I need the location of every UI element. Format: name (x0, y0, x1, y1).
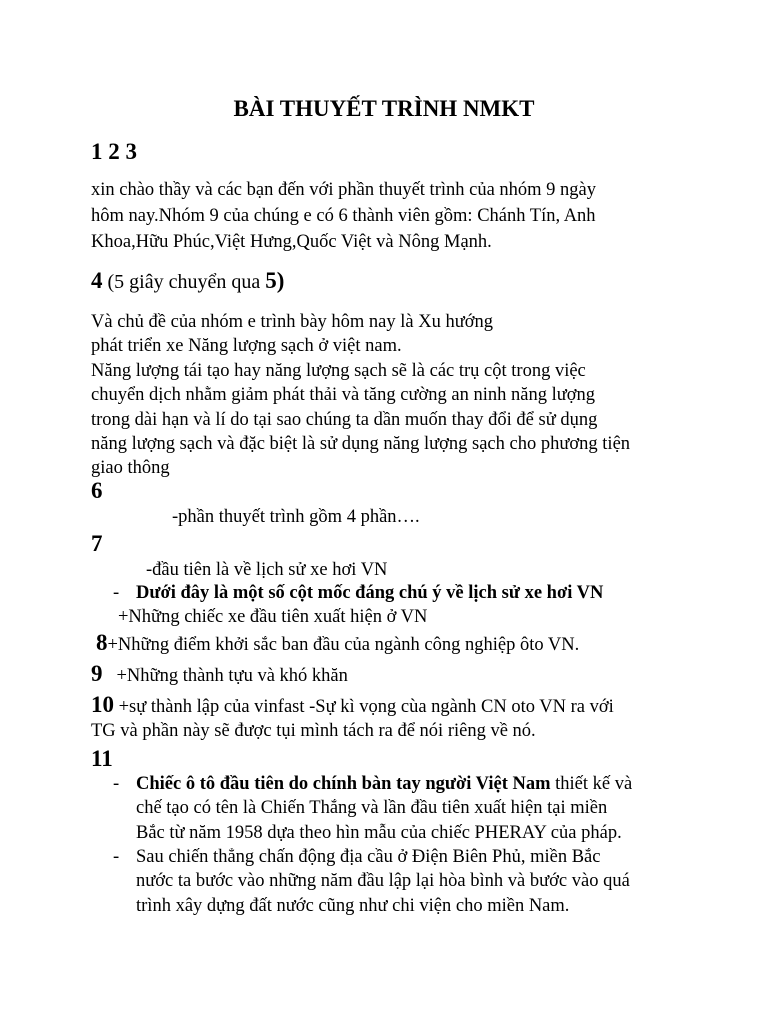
topic-line: Năng lượng tái tạo hay năng lượng sạch sẽ là các trụ cột trong việc (91, 360, 586, 381)
slide-10-line: TG và phần này sẽ được tụi mình tách ra để nói riêng về nó. (91, 721, 536, 742)
slide-5-number: 5) (265, 268, 285, 293)
bullet-dash: - (113, 583, 120, 603)
chien-thang-rest: thiết kế và (550, 774, 633, 794)
slide-10-line (91, 693, 614, 719)
topic-line: trong dài hạn và lí do tại sao chúng ta dần muốn thay đổi để sử dụng (91, 409, 598, 430)
topic-line: năng lượng sạch và đặc biệt là sử dụng năng lượng sạch cho phương tiện (91, 434, 631, 455)
slide-8-line (96, 631, 579, 657)
history-milestones-heading: Dưới đây là một số cột mốc đáng chú ý về lịch sử xe hơi VN (136, 583, 604, 603)
bullet-dash: - (113, 774, 120, 794)
bullet-line: Bắc từ năm 1958 dựa theo hìn mẫu của chiếc PHERAY của pháp. (136, 822, 622, 843)
document-title: BÀI THUYẾT TRÌNH NMKT (233, 96, 535, 121)
slide-4-number: 4 (91, 268, 103, 293)
slide-7-text: -đầu tiên là về lịch sử xe hơi VN (146, 560, 388, 580)
slide-8-text: +Những điểm khởi sắc ban đầu của ngành công nghiệp ôto VN. (107, 635, 580, 655)
slide-9-number: 9 (91, 661, 103, 686)
bullet-line: nước ta bước vào những năm đầu lập lại hòa bình và bước vào quá (136, 871, 630, 892)
intro-line: xin chào thầy và các bạn đến với phần thuyết trình của nhóm 9 ngày (91, 180, 597, 200)
slide-11-number: 11 (91, 746, 113, 771)
slide-7-number: 7 (91, 531, 103, 556)
slide-9-text: +Những thành tựu và khó khăn (116, 666, 348, 686)
dien-bien-phu-paragraph (136, 845, 630, 918)
intro-paragraph (91, 177, 596, 255)
bullet-line (136, 772, 632, 796)
topic-line: chuyển dịch nhằm giảm phát thải và tăng cường an ninh năng lượng (91, 385, 596, 406)
slide-9-line (91, 662, 348, 688)
slide-10-number: 10 (91, 692, 114, 717)
slide-10-paragraph (91, 693, 614, 744)
topic-line: Và chủ đề của nhóm e trình bày hôm nay là Xu hướng (91, 312, 494, 332)
topic-line: giao thông (91, 458, 170, 479)
bullet-line: trình xây dựng đất nước cũng như chi viện cho miền Nam. (136, 895, 570, 916)
slide-6-number: 6 (91, 478, 103, 503)
intro-line: Khoa,Hữu Phúc,Việt Hưng,Quốc Việt và Nông Mạnh. (91, 232, 492, 252)
slide-8-number: 8 (96, 630, 108, 655)
slide-numbers-1-2-3: 1 2 3 (91, 139, 137, 164)
slide-6-text: -phần thuyết trình gồm 4 phần…. (172, 507, 420, 527)
bullet-dash: - (113, 847, 120, 867)
topic-paragraph (91, 310, 630, 481)
slide-4-text: (5 giây chuyển qua (102, 271, 266, 293)
intro-line: hôm nay.Nhóm 9 của chúng e có 6 thành viên gồm: Chánh Tín, Anh (91, 206, 596, 226)
slide-4-line (91, 267, 284, 296)
topic-line: phát triển xe Năng lượng sạch ở việt nam. (91, 336, 402, 357)
slide-10-text: +sự thành lập của vinfast -Sự kì vọng cùa ngành CN oto VN ra với (114, 697, 614, 717)
chien-thang-paragraph (136, 772, 632, 845)
bullet-line: chế tạo có tên là Chiến Thắng và lần đầu tiên xuất hiện tại miền (136, 798, 608, 819)
chien-thang-bold: Chiếc ô tô đầu tiên do chính bàn tay người Việt Nam (136, 774, 551, 794)
slide-7-sub-item: +Những chiếc xe đầu tiên xuất hiện ở VN (118, 607, 428, 627)
bullet-line: Sau chiến thẳng chấn động địa cầu ở Điện Biên Phủ, miền Bắc (136, 847, 601, 867)
